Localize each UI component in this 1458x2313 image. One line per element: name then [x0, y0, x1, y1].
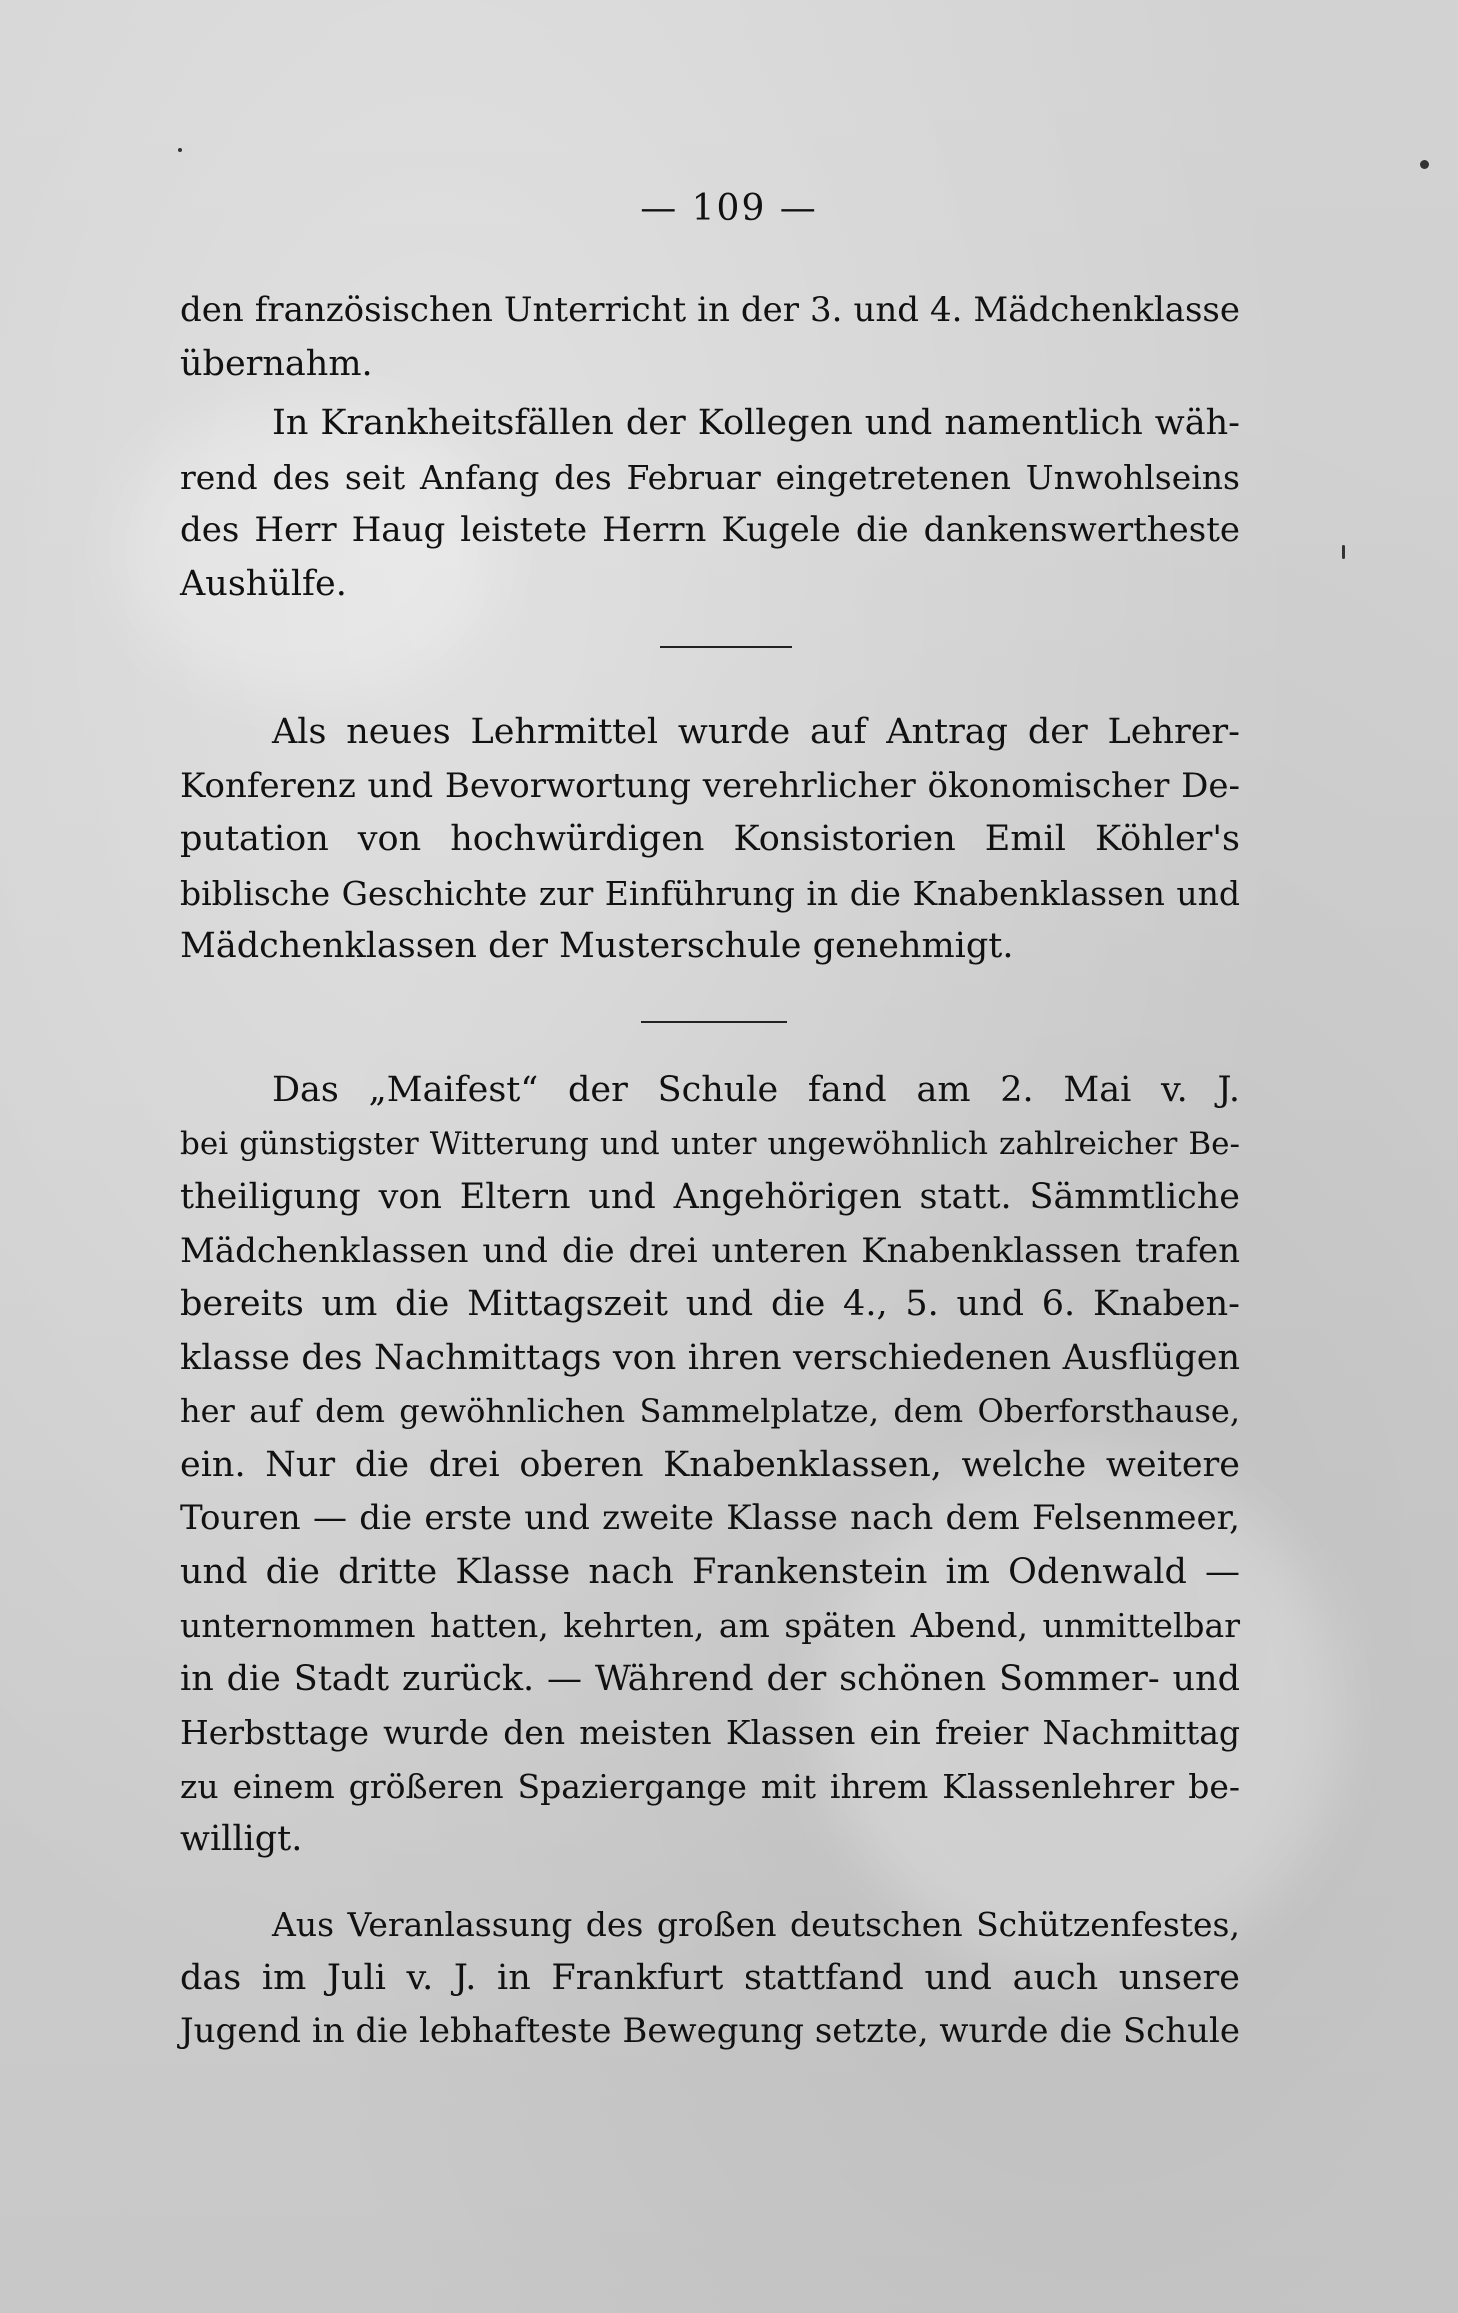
text-line: Mädchenklassen und die drei unteren Knabenklassen trafen	[180, 1230, 1240, 1271]
paragraph-5	[180, 1898, 1240, 2059]
text-line: biblische Geschichte zur Einführung in die Knabenklassen und	[180, 873, 1240, 913]
text-line: Aus Veranlassung des großen deutschen Schützenfestes,	[272, 1905, 1240, 1944]
section-separator	[641, 1021, 787, 1023]
text-line: zu einem größeren Spaziergange mit ihrem Klassenlehrer be-	[180, 1766, 1240, 1806]
text-line: Herbsttage wurde den meisten Klassen ein freier Nachmittag	[180, 1713, 1240, 1752]
text-line: Touren — die erste und zweite Klasse nach dem Felsenmeer,	[180, 1498, 1240, 1538]
text-line: bereits um die Mittagszeit und die 4., 5. und 6. Knaben-	[180, 1284, 1240, 1324]
text-line: theiligung von Eltern und Angehörigen statt. Sämmtliche	[180, 1177, 1240, 1217]
section-separator	[660, 646, 792, 648]
text-line: rend des seit Anfang des Februar eingetretenen Unwohlseins	[180, 457, 1240, 497]
text-line: ein. Nur die drei oberen Knabenklassen, welche weitere	[180, 1444, 1240, 1485]
text-line: des Herr Haug leistete Herrn Kugele die dankenswertheste	[180, 510, 1240, 550]
paragraph-1	[180, 284, 1240, 391]
text-line: her auf dem gewöhnlichen Sammelplatze, dem Oberforsthause,	[180, 1392, 1240, 1430]
paragraph-2	[180, 397, 1240, 611]
text-line: willigt.	[180, 1819, 303, 1859]
text-line: Konferenz und Bevorwortung verehrlicher ökonomischer De-	[180, 765, 1240, 806]
text-line: In Krankheitsfällen der Kollegen und namentlich wäh-	[272, 403, 1240, 443]
text-line: Mädchenklassen der Musterschule genehmigt.	[180, 926, 1014, 966]
text-line: in die Stadt zurück. — Während der schönen Sommer- und	[180, 1658, 1240, 1699]
text-line: unternommen hatten, kehrten, am späten Abend, unmittelbar	[180, 1606, 1240, 1645]
ink-speck	[1342, 545, 1345, 559]
ink-speck	[1420, 160, 1429, 169]
paragraph-3	[180, 706, 1240, 974]
page-number: — 109 —	[640, 188, 818, 229]
text-line: bei günstigster Witterung und unter ungewöhnlich zahlreicher Be-	[180, 1125, 1240, 1162]
text-line: Das „Maifest“ der Schule fand am 2. Mai v. J.	[272, 1070, 1240, 1110]
text-line: Aushülfe.	[180, 563, 347, 604]
paragraph-4	[180, 1064, 1240, 1867]
text-line: und die dritte Klasse nach Frankenstein im Odenwald —	[180, 1551, 1240, 1592]
text-line: den französischen Unterricht in der 3. und 4. Mädchenklasse	[180, 290, 1240, 330]
text-line: Als neues Lehrmittel wurde auf Antrag der Lehrer-	[272, 712, 1240, 752]
ink-speck	[178, 148, 182, 152]
text-line: übernahm.	[180, 343, 373, 384]
text-line: putation von hochwürdigen Konsistorien Emil Köhler's	[180, 819, 1240, 859]
text-line: klasse des Nachmittags von ihren verschiedenen Ausflügen	[180, 1337, 1240, 1378]
text-line: Jugend in die lebhafteste Bewegung setzte, wurde die Schule	[180, 2011, 1241, 2051]
text-line: das im Juli v. J. in Frankfurt stattfand und auch unsere	[180, 1957, 1240, 1998]
